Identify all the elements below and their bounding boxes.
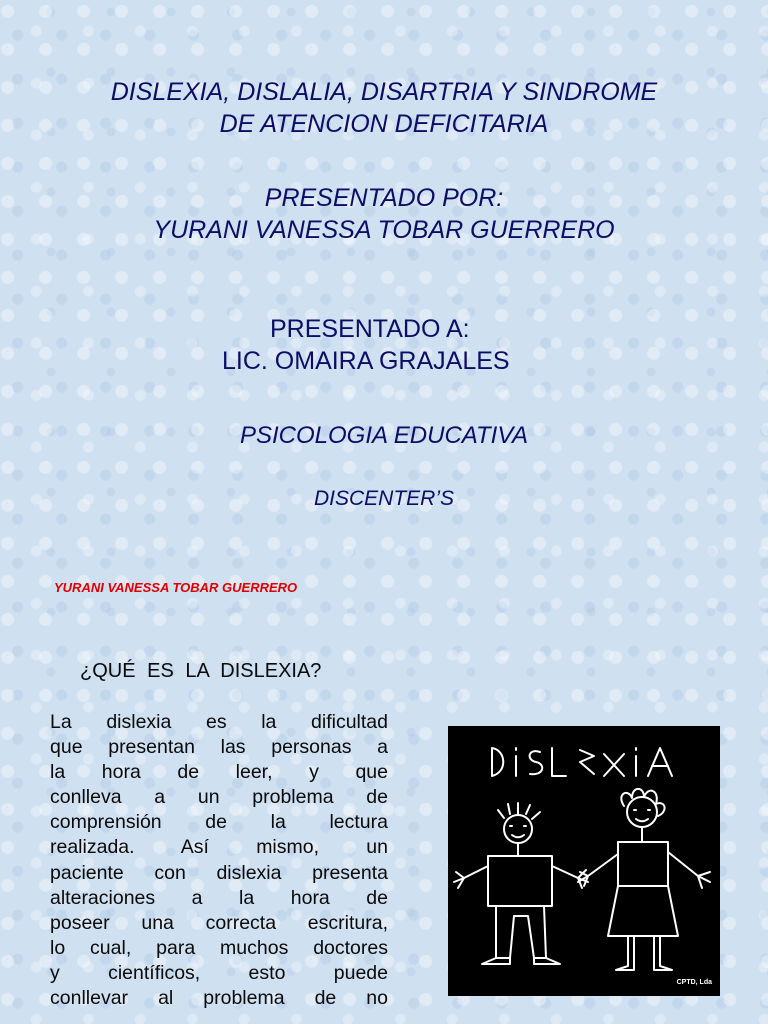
presented-by-label: PRESENTADO POR: — [264, 184, 504, 212]
definition-line: la hora de leer, y que — [50, 761, 388, 784]
definition-line: conlleva a un problema de — [50, 786, 388, 809]
definition-line: poseer una correcta escritura, — [50, 911, 388, 934]
title-line-2: DE ATENCION DEFICITARIA — [219, 110, 549, 138]
presented-to-block — [222, 313, 510, 377]
definition-line: comprensión de la lectura — [50, 811, 388, 834]
definition-line: realizada. Así mismo, un — [50, 836, 388, 859]
image-credit: CPTD, Lda — [676, 979, 712, 986]
definition-line: y científicos, esto puede — [50, 961, 388, 984]
document-title — [0, 76, 768, 140]
presented-by-name: YURANI VANESSA TOBAR GUERRERO — [153, 216, 615, 244]
author-label: YURANI VANESSA TOBAR GUERRERO — [54, 580, 298, 595]
definition-line: alteraciones a la hora de — [50, 886, 388, 909]
definition-paragraph — [50, 710, 388, 1011]
presented-by-block — [0, 182, 768, 246]
group-name: DISCENTER’S — [313, 487, 455, 510]
subject-title: PSICOLOGIA EDUCATIVA — [239, 422, 529, 449]
definition-line: lo cual, para muchos doctores — [50, 936, 388, 959]
presented-to-name: LIC. OMAIRA GRAJALES — [222, 347, 510, 375]
definition-line: La dislexia es la dificultad — [50, 711, 388, 733]
presented-to-label: PRESENTADO A: — [270, 315, 470, 343]
dyslexia-drawing-image — [448, 726, 720, 996]
definition-line: conllevar al problema de no — [50, 987, 388, 1010]
section-question: ¿QUÉ ES LA DISLEXIA? — [80, 660, 322, 682]
definition-line: que presentan las personas a — [50, 736, 388, 759]
title-line-1: DISLEXIA, DISLALIA, DISARTRIA Y SINDROME — [110, 78, 658, 106]
definition-line: paciente con dislexia presenta — [50, 861, 388, 884]
child-drawing-icon — [448, 726, 720, 996]
